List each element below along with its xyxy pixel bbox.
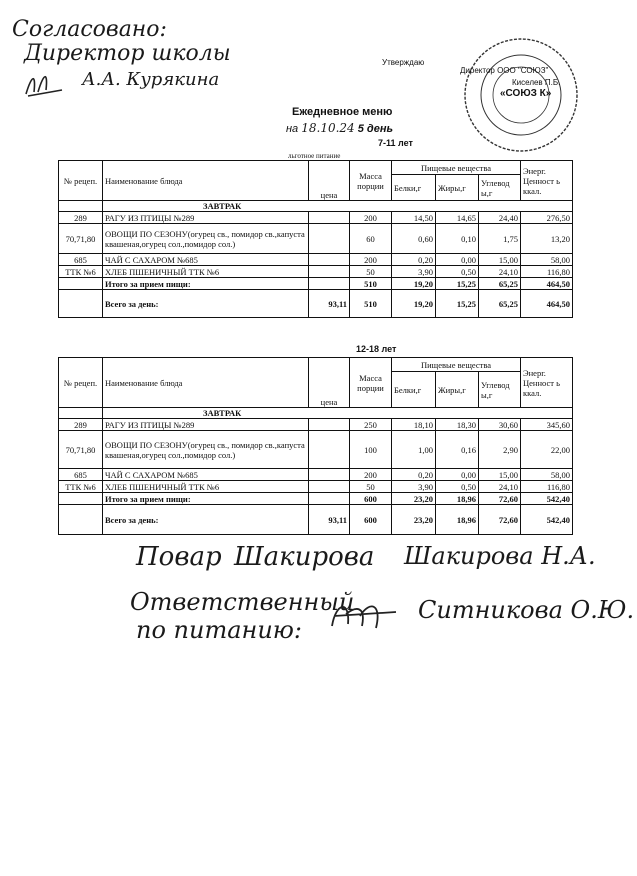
meal-title: ЗАВТРАК [103, 201, 573, 212]
total-meal-energy: 542,40 [521, 493, 573, 505]
age-group-title: 7-11 лет [378, 138, 413, 148]
cell-dish: РАГУ ИЗ ПТИЦЫ №289 [103, 212, 309, 224]
cell-recipe: ТТК №6 [59, 266, 103, 278]
cell-fat: 0,00 [436, 254, 479, 266]
cell-dish: ОВОЩИ ПО СЕЗОНУ(огурец св., помидор св.,капуста квашеная,огурец сол.,помидор сол.) [103, 431, 309, 469]
cell-protein: 0,20 [392, 469, 436, 481]
header-mass: Масса порции [350, 358, 392, 408]
table-row [59, 266, 573, 278]
table-row [59, 419, 573, 431]
header-dish: Наименование блюда [103, 161, 309, 201]
stamp-director: Директор ООО "СОЮЗ" [460, 66, 549, 75]
menu-table-12-18 [58, 357, 573, 535]
total-day-row [59, 290, 573, 318]
stamp-name: Киселев П.Б. [512, 78, 561, 87]
cook-name: Шакирова Н.А. [404, 542, 596, 570]
cell-energy: 116,80 [521, 481, 573, 493]
date-prefix: на [286, 123, 299, 135]
total-day-price: 93,11 [309, 290, 350, 318]
cell-mass: 60 [350, 224, 392, 254]
total-day-price: 93,11 [309, 505, 350, 535]
header-carbs: Углевод ы,г [479, 372, 521, 408]
cell-price [309, 419, 350, 431]
table-row [59, 469, 573, 481]
cell-protein: 3,90 [392, 266, 436, 278]
total-meal-protein: 19,20 [392, 278, 436, 290]
cook-role: Повар [136, 542, 222, 572]
responsible-signature-mark [326, 596, 406, 636]
header-nutrients: Пищевые вещества [392, 358, 521, 372]
header-protein: Белки,г [392, 175, 436, 201]
cell-price [309, 431, 350, 469]
header-carbs: Углевод ы,г [479, 175, 521, 201]
cell-price [309, 224, 350, 254]
cell-mass: 50 [350, 481, 392, 493]
date-value: 18.10.24 [301, 121, 355, 135]
cell-fat: 0,50 [436, 266, 479, 278]
total-meal-mass: 510 [350, 278, 392, 290]
header-energy: Энерг. Ценност ь ккал. [521, 358, 573, 408]
table-row [59, 254, 573, 266]
cell-price [309, 212, 350, 224]
cell-dish: ХЛЕБ ПШЕНИЧНЫЙ ТТК №6 [103, 266, 309, 278]
table-row [59, 481, 573, 493]
total-meal-label: Итого за прием пищи: [103, 493, 309, 505]
header-nutrients: Пищевые вещества [392, 161, 521, 175]
total-day-mass: 600 [350, 505, 392, 535]
cell-mass: 250 [350, 419, 392, 431]
header-energy: Энерг. Ценност ь ккал. [521, 161, 573, 201]
cell-fat: 18,30 [436, 419, 479, 431]
cell-protein: 14,50 [392, 212, 436, 224]
responsible-role-line2: по питанию: [136, 616, 302, 644]
total-day-fat: 15,25 [436, 290, 479, 318]
cell-carbs: 1,75 [479, 224, 521, 254]
menu-table-7-11 [58, 160, 573, 318]
header-recipe: № рецеп. [59, 358, 103, 408]
total-meal-energy: 464,50 [521, 278, 573, 290]
cell-energy: 58,00 [521, 469, 573, 481]
cell-mass: 50 [350, 266, 392, 278]
total-day-label: Всего за день: [103, 505, 309, 535]
menu-date-line [286, 121, 393, 135]
cell-protein: 0,20 [392, 254, 436, 266]
cell-fat: 0,16 [436, 431, 479, 469]
header-fat: Жиры,г [436, 372, 479, 408]
cell-protein: 0,60 [392, 224, 436, 254]
cell-recipe: 289 [59, 212, 103, 224]
total-meal-carbs: 72,60 [479, 493, 521, 505]
cell-recipe: 685 [59, 254, 103, 266]
page-title: Ежедневное меню [292, 106, 393, 118]
responsible-name: Ситникова О.Ю. [418, 596, 635, 624]
header-mass: Масса порции [350, 161, 392, 201]
cell-fat: 0,10 [436, 224, 479, 254]
cell-protein: 3,90 [392, 481, 436, 493]
total-meal-label: Итого за прием пищи: [103, 278, 309, 290]
cell-recipe: ТТК №6 [59, 481, 103, 493]
cell-energy: 58,00 [521, 254, 573, 266]
cell-recipe: 289 [59, 419, 103, 431]
total-day-protein: 19,20 [392, 290, 436, 318]
cell-carbs: 2,90 [479, 431, 521, 469]
cell-fat: 14,65 [436, 212, 479, 224]
table-row [59, 431, 573, 469]
cell-protein: 1,00 [392, 431, 436, 469]
cell-recipe: 685 [59, 469, 103, 481]
total-day-carbs: 72,60 [479, 505, 521, 535]
cell-carbs: 30,60 [479, 419, 521, 431]
cell-dish: ОВОЩИ ПО СЕЗОНУ(огурец св., помидор св.,капуста квашеная,огурец сол.,помидор сол.) [103, 224, 309, 254]
header-fat: Жиры,г [436, 175, 479, 201]
cell-energy: 116,80 [521, 266, 573, 278]
cell-recipe: 70,71,80 [59, 431, 103, 469]
total-day-carbs: 65,25 [479, 290, 521, 318]
cell-carbs: 24,10 [479, 266, 521, 278]
meal-title: ЗАВТРАК [103, 408, 573, 419]
total-day-energy: 542,40 [521, 505, 573, 535]
cook-signature: Шакирова [234, 542, 375, 572]
table-row [59, 224, 573, 254]
header-dish: Наименование блюда [103, 358, 309, 408]
total-day-energy: 464,50 [521, 290, 573, 318]
cell-price [309, 481, 350, 493]
cell-recipe: 70,71,80 [59, 224, 103, 254]
cell-energy: 276,50 [521, 212, 573, 224]
cell-carbs: 15,00 [479, 469, 521, 481]
cell-mass: 200 [350, 212, 392, 224]
cell-carbs: 24,40 [479, 212, 521, 224]
header-protein: Белки,г [392, 372, 436, 408]
cell-energy: 345,60 [521, 419, 573, 431]
subtitle: льготное питание [288, 152, 341, 160]
approval-position: Директор школы [24, 41, 231, 66]
cell-mass: 100 [350, 431, 392, 469]
stamp-center-text: «СОЮЗ К» [500, 88, 552, 99]
cell-dish: ХЛЕБ ПШЕНИЧНЫЙ ТТК №6 [103, 481, 309, 493]
header-price: цена [309, 161, 350, 201]
cell-protein: 18,10 [392, 419, 436, 431]
approval-signature-mark [22, 70, 72, 100]
total-meal-protein: 23,20 [392, 493, 436, 505]
cell-energy: 13,20 [521, 224, 573, 254]
cell-fat: 0,50 [436, 481, 479, 493]
total-meal-row [59, 493, 573, 505]
cell-fat: 0,00 [436, 469, 479, 481]
header-price: цена [309, 358, 350, 408]
cell-price [309, 266, 350, 278]
total-meal-fat: 18,96 [436, 493, 479, 505]
age-group-title: 12-18 лет [356, 344, 397, 354]
total-day-mass: 510 [350, 290, 392, 318]
approval-heading: Согласовано: [12, 17, 167, 42]
header-recipe: № рецеп. [59, 161, 103, 201]
cell-carbs: 24,10 [479, 481, 521, 493]
total-meal-carbs: 65,25 [479, 278, 521, 290]
table-row [59, 212, 573, 224]
total-meal-mass: 600 [350, 493, 392, 505]
cell-energy: 22,00 [521, 431, 573, 469]
total-day-fat: 18,96 [436, 505, 479, 535]
cell-carbs: 15,00 [479, 254, 521, 266]
total-day-label: Всего за день: [103, 290, 309, 318]
responsible-role-line1: Ответственный [130, 588, 355, 616]
day-label: 5 день [357, 123, 394, 135]
cell-dish: РАГУ ИЗ ПТИЦЫ №289 [103, 419, 309, 431]
total-day-protein: 23,20 [392, 505, 436, 535]
approve-label: Утверждаю [382, 58, 425, 67]
cell-dish: ЧАЙ С САХАРОМ №685 [103, 469, 309, 481]
total-day-row [59, 505, 573, 535]
cell-mass: 200 [350, 469, 392, 481]
total-meal-fat: 15,25 [436, 278, 479, 290]
cell-dish: ЧАЙ С САХАРОМ №685 [103, 254, 309, 266]
cell-mass: 200 [350, 254, 392, 266]
cell-price [309, 469, 350, 481]
approval-name: А.А. Курякина [82, 69, 220, 90]
cell-price [309, 254, 350, 266]
total-meal-row [59, 278, 573, 290]
